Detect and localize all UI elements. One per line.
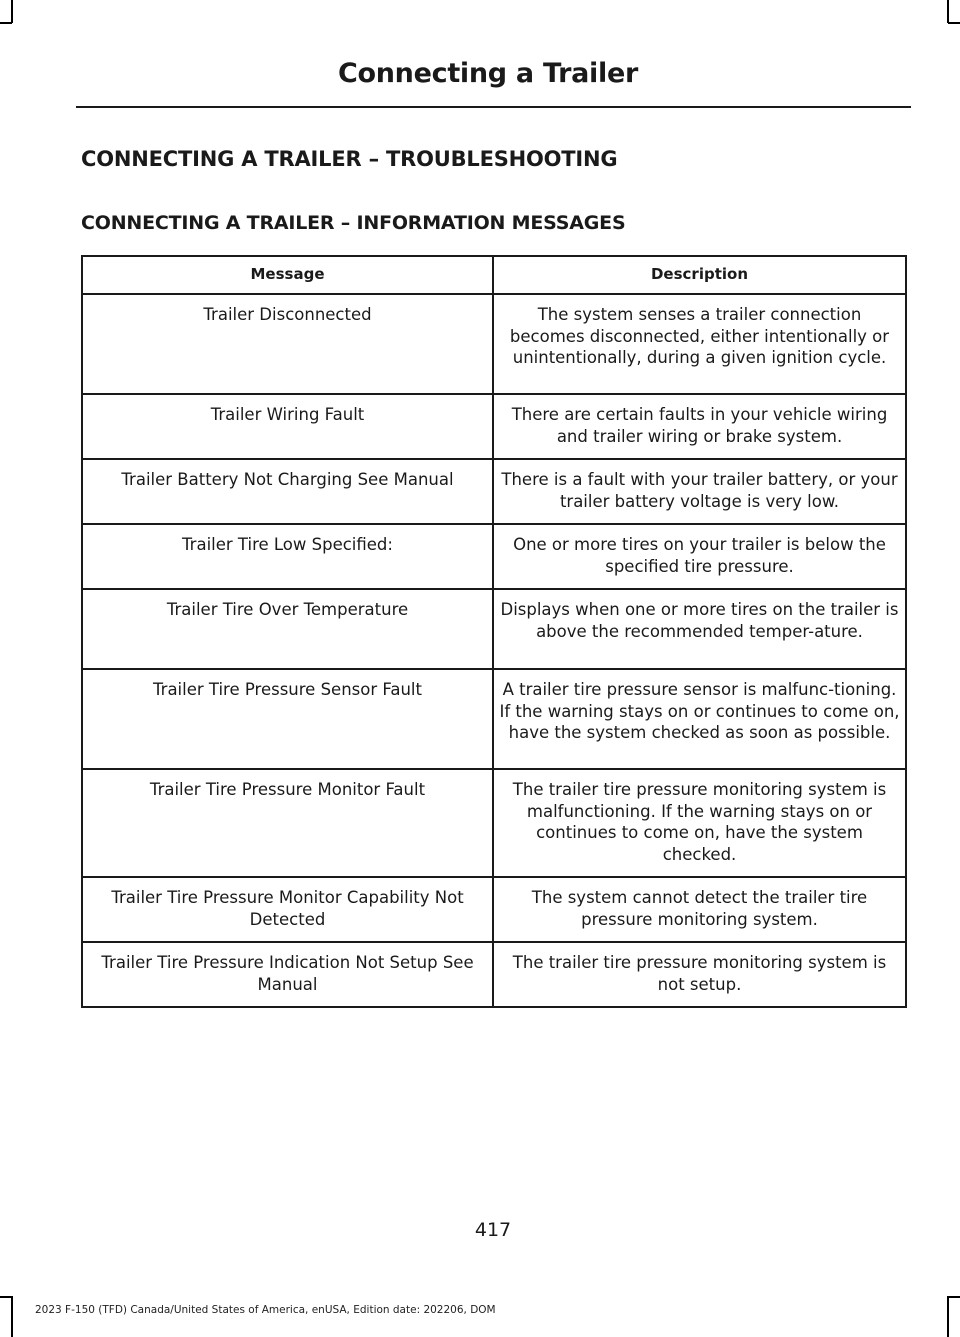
header-divider [76,106,911,108]
table-row [82,394,906,459]
message-cell: Trailer Wiring Fault [82,394,493,459]
sub-heading: CONNECTING A TRAILER – INFORMATION MESSAGES [81,212,626,234]
table-row [82,877,906,942]
column-header-description: Description [493,256,906,294]
message-cell: Trailer Tire Pressure Monitor Fault [82,769,493,877]
table-header-row [82,256,906,294]
edition-footer: 2023 F-150 (TFD) Canada/United States of America, enUSA, Edition date: 202206, DOM [35,1304,496,1316]
crop-mark-top-left [11,0,13,23]
crop-mark-top-right-horizontal [948,22,960,24]
message-cell: Trailer Tire Pressure Indication Not Setup See Manual [82,942,493,1007]
table-row [82,294,906,394]
description-cell: The trailer tire pressure monitoring system is not setup. [493,942,906,1007]
description-cell: The system senses a trailer connection becomes disconnected, either intentionally or unintentionally, during a given ignition cycle. [493,294,906,394]
table-row [82,589,906,669]
message-cell: Trailer Tire Low Specified: [82,524,493,589]
information-messages-table [81,255,907,1008]
message-cell: Trailer Battery Not Charging See Manual [82,459,493,524]
description-cell: There is a fault with your trailer battery, or your trailer battery voltage is very low. [493,459,906,524]
description-cell: The system cannot detect the trailer tire pressure monitoring system. [493,877,906,942]
message-cell: Trailer Tire Pressure Monitor Capability Not Detected [82,877,493,942]
message-cell: Trailer Tire Pressure Sensor Fault [82,669,493,769]
section-title: Connecting a Trailer [338,58,638,89]
crop-mark-bottom-left-horizontal [0,1296,12,1298]
description-cell: A trailer tire pressure sensor is malfunc-tioning. If the warning stays on or continues to come on, have the system checked as soon as possible. [493,669,906,769]
description-cell: There are certain faults in your vehicle wiring and trailer wiring or brake system. [493,394,906,459]
table-row [82,669,906,769]
message-cell: Trailer Disconnected [82,294,493,394]
crop-mark-bottom-left [11,1296,13,1337]
message-cell: Trailer Tire Over Temperature [82,589,493,669]
page-heading: CONNECTING A TRAILER – TROUBLESHOOTING [81,147,618,171]
description-cell: The trailer tire pressure monitoring system is malfunctioning. If the warning stays on or continues to come on, have the system checked. [493,769,906,877]
crop-mark-bottom-right [947,1296,949,1337]
column-header-message: Message [82,256,493,294]
table-row [82,942,906,1007]
table-row [82,524,906,589]
crop-mark-top-right [947,0,949,23]
table-row [82,459,906,524]
description-cell: Displays when one or more tires on the trailer is above the recommended temper-ature. [493,589,906,669]
description-cell: One or more tires on your trailer is below the specified tire pressure. [493,524,906,589]
crop-mark-top-left-horizontal [0,22,12,24]
table-row [82,769,906,877]
page-number: 417 [474,1219,512,1241]
crop-mark-bottom-right-horizontal [948,1296,960,1298]
